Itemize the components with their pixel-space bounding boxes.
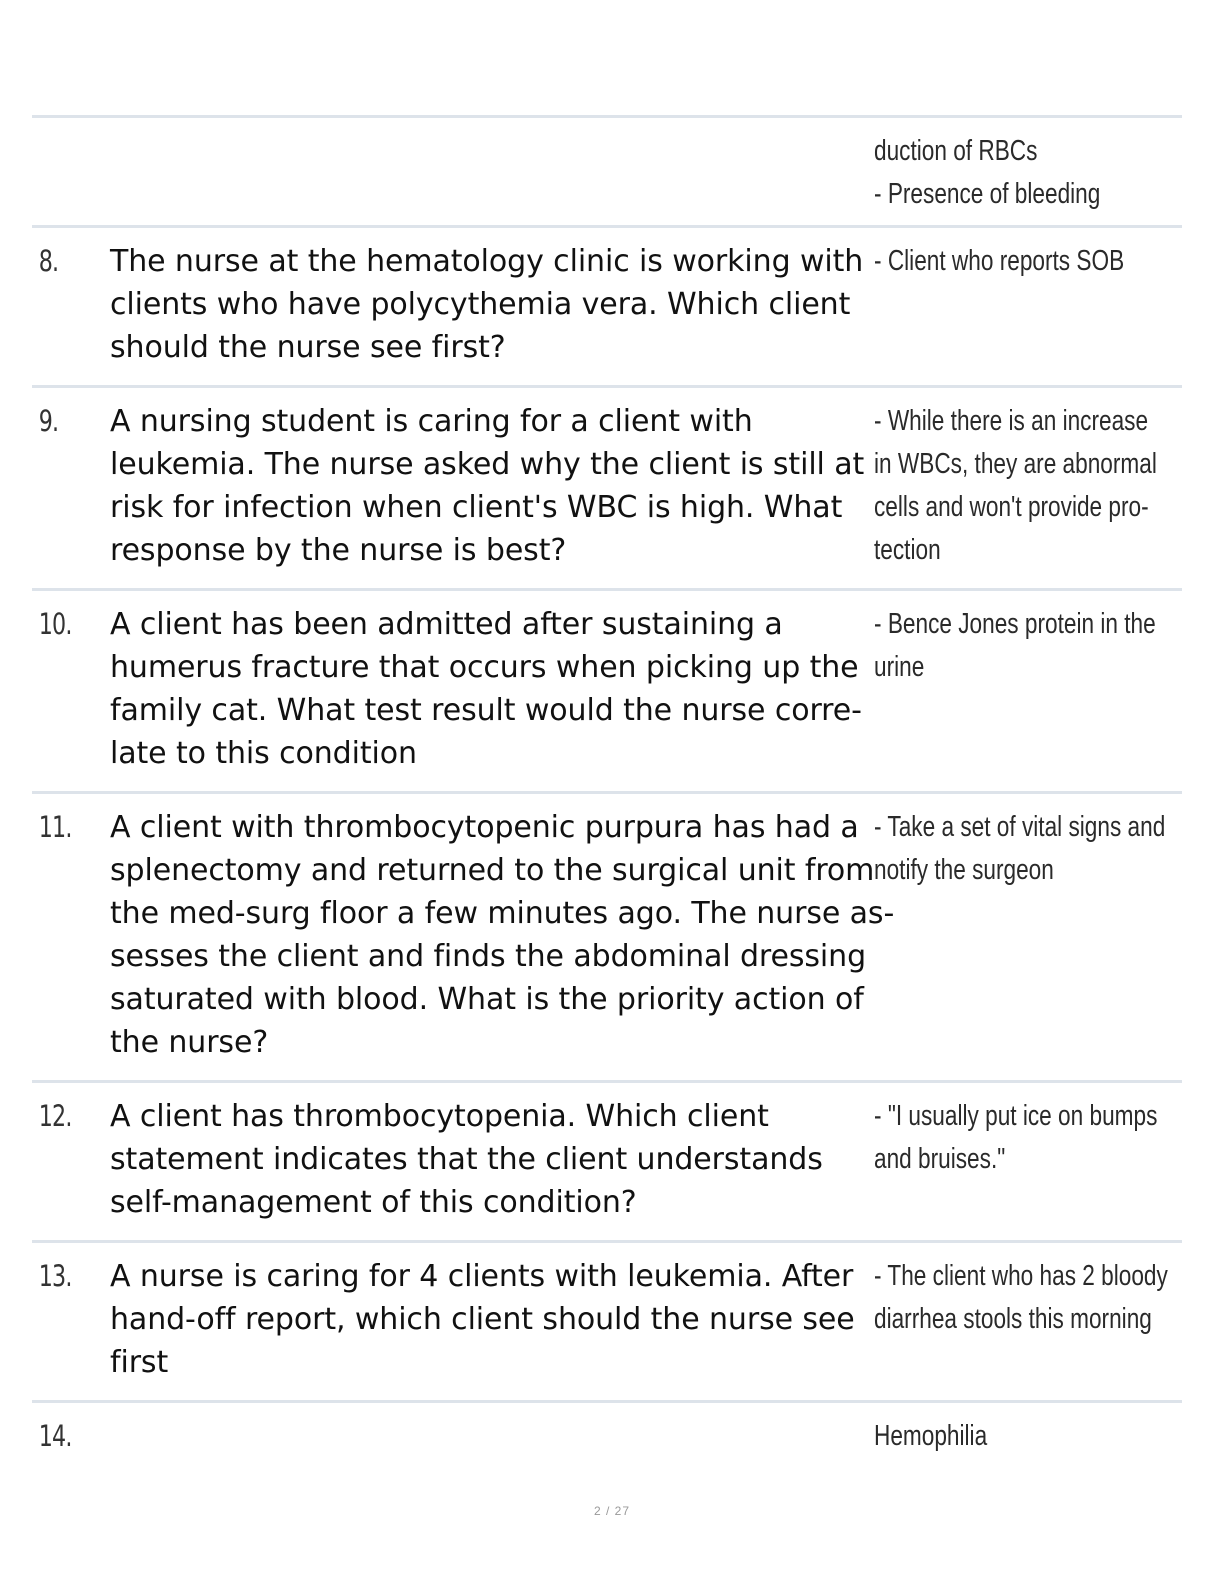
question-cell	[110, 388, 874, 588]
answer-line: notify the surgeon	[874, 854, 1054, 886]
table-row	[32, 385, 1182, 588]
question-line: humerus fracture that occurs when picking up the	[110, 650, 859, 685]
question-line: A nursing student is caring for a client with	[110, 404, 753, 439]
question-line: saturated with blood. What is the priority action of	[110, 982, 864, 1017]
answer-cell	[874, 388, 1182, 588]
question-cell	[110, 1243, 874, 1400]
question-line: the nurse?	[110, 1025, 269, 1060]
question-line: sesses the client and finds the abdominal dressing	[110, 939, 867, 974]
answer-line: and bruises."	[874, 1143, 1006, 1175]
question-cell	[110, 591, 874, 791]
question-line: statement indicates that the client understands	[110, 1142, 823, 1177]
row-number: 13.	[38, 1259, 72, 1293]
table-row	[32, 1240, 1182, 1400]
question-cell	[110, 794, 895, 1080]
question-cell	[110, 118, 874, 225]
question-line: A nurse is caring for 4 clients with leukemia. After	[110, 1259, 854, 1294]
answer-line: - The client who has 2 bloody	[874, 1260, 1168, 1292]
question-cell	[110, 1403, 874, 1490]
question-line: family cat. What test result would the nurse corre-	[110, 693, 862, 728]
row-number: 9.	[38, 404, 59, 438]
table-row	[32, 225, 1182, 385]
answer-cell	[874, 118, 1182, 225]
answer-line: diarrhea stools this morning	[874, 1303, 1152, 1335]
question-line: first	[110, 1345, 169, 1380]
row-number: 11.	[38, 810, 72, 844]
question-line: should the nurse see first?	[110, 330, 506, 365]
answer-cell	[874, 228, 1182, 385]
answer-line: - "I usually put ice on bumps	[874, 1100, 1158, 1132]
table-row	[32, 791, 1182, 1080]
row-number	[32, 118, 98, 225]
answer-line: urine	[874, 651, 925, 683]
answer-line: cells and won't provide pro-	[874, 491, 1149, 523]
question-line: the med-surg floor a few minutes ago. The nurse as-	[110, 896, 895, 931]
row-number: 8.	[38, 244, 59, 278]
question-line: clients who have polycythemia vera. Which client	[110, 287, 851, 322]
answer-line: duction of RBCs	[874, 135, 1038, 167]
answer-line: - Take a set of vital signs and	[874, 811, 1166, 843]
table-row	[32, 1400, 1182, 1490]
answer-line: in WBCs, they are abnormal	[874, 448, 1157, 480]
table-row	[32, 1080, 1182, 1240]
page-indicator: 2 / 27	[593, 1504, 631, 1518]
answer-line: - Presence of bleeding	[874, 178, 1101, 210]
answer-line: tection	[874, 534, 941, 566]
answer-line: - While there is an increase	[874, 405, 1149, 437]
answer-line: - Client who reports SOB	[874, 245, 1125, 277]
answer-line: - Bence Jones protein in the	[874, 608, 1156, 640]
table-row	[32, 115, 1182, 225]
answer-cell	[874, 591, 1182, 791]
answer-cell	[874, 1083, 1182, 1240]
question-cell	[110, 228, 874, 385]
answer-cell	[874, 794, 1182, 1080]
question-line: hand-off report, which client should the nurse see	[110, 1302, 855, 1337]
question-line: A client has thrombocytopenia. Which client	[110, 1099, 769, 1134]
answer-line: Hemophilia	[874, 1420, 988, 1452]
row-number: 12.	[38, 1099, 72, 1133]
question-line: The nurse at the hematology clinic is working with	[110, 244, 864, 279]
question-line: A client with thrombocytopenic purpura has had a	[110, 810, 859, 845]
question-line: risk for infection when client's WBC is high. What	[110, 490, 843, 525]
question-line: A client has been admitted after sustaining a	[110, 607, 783, 642]
row-number: 10.	[38, 607, 72, 641]
answer-cell	[874, 1403, 1182, 1490]
question-line: leukemia. The nurse asked why the client is still at	[110, 447, 865, 482]
table-row	[32, 588, 1182, 791]
row-number: 14.	[38, 1419, 72, 1453]
question-line: self-management of this condition?	[110, 1185, 637, 1220]
answer-cell	[874, 1243, 1182, 1400]
question-line: response by the nurse is best?	[110, 533, 567, 568]
question-line: late to this condition	[110, 736, 417, 771]
flashcard-table	[32, 115, 1182, 1490]
question-line: splenectomy and returned to the surgical unit from	[110, 853, 875, 888]
question-cell	[110, 1083, 874, 1240]
